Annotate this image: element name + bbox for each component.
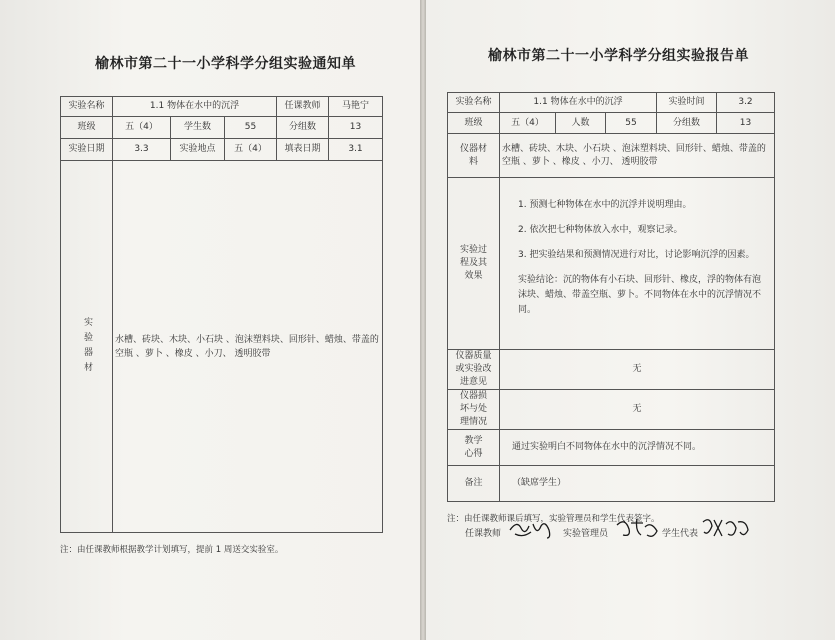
process-conclusion: 实验结论：沉的物体有小石块、回形针、橡皮，浮的物体有泡沫块、蜡烛、带盖空瓶、萝卜。不同物体在水中的沉浮情况不同。 xyxy=(518,275,762,315)
process-step-1: 1. 预测七种物体在水中的沉浮并说明理由。 xyxy=(518,200,692,210)
label-class: 班级 xyxy=(61,117,113,139)
value-group-count: 13 xyxy=(329,117,383,139)
r-label-quality: 仪器质量或实验改进意见 xyxy=(448,350,500,390)
r-value-remarks: （缺席学生） xyxy=(500,466,775,502)
r-label-group-count: 分组数 xyxy=(657,113,717,134)
r-label-time: 实验时间 xyxy=(657,93,717,113)
value-materials: 水槽、砖块、木块、小石块 、泡沫塑料块、回形针、蜡烛、带盖的空瓶 、萝卜 、橡皮 、小刀、 透明胶带 xyxy=(113,161,383,533)
r-label-remarks: 备注 xyxy=(448,466,500,502)
value-experiment-name: 1.1 物体在水中的沉浮 xyxy=(113,97,277,117)
notice-table xyxy=(60,96,383,533)
process-step-2: 2. 依次把七种物体放入水中，观察记录。 xyxy=(518,225,683,235)
r-label-process: 实验过程及其效果 xyxy=(448,178,500,350)
r-value-reflection: 通过实验明白不同物体在水中的沉浮情况不同。 xyxy=(500,430,775,466)
r-label-materials: 仪器材料 xyxy=(448,134,500,178)
r-value-process xyxy=(500,178,775,350)
r-value-class: 五（4） xyxy=(500,113,556,134)
label-group-count: 分组数 xyxy=(277,117,329,139)
notice-footnote: 注：由任课教师根据教学计划填写，提前 1 周送交实验室。 xyxy=(60,545,284,555)
value-class: 五（4） xyxy=(113,117,171,139)
label-experiment-name: 实验名称 xyxy=(61,97,113,117)
sig-label-teacher: 任课教师 xyxy=(465,529,502,539)
label-student-count: 学生数 xyxy=(171,117,225,139)
value-teacher: 马艳宁 xyxy=(329,97,383,117)
r-value-experiment-name: 1.1 物体在水中的沉浮 xyxy=(500,93,657,113)
r-label-people: 人数 xyxy=(556,113,606,134)
value-fill-date: 3.1 xyxy=(329,139,383,161)
r-label-damage: 仪器损坏与处理情况 xyxy=(448,390,500,430)
value-location: 五（4） xyxy=(225,139,277,161)
r-value-time: 3.2 xyxy=(717,93,775,113)
r-value-quality: 无 xyxy=(500,350,775,390)
signature-teacher-handwriting xyxy=(507,516,557,542)
value-date: 3.3 xyxy=(113,139,171,161)
label-location: 实验地点 xyxy=(171,139,225,161)
process-step-3: 3. 把实验结果和预测情况进行对比，讨论影响沉浮的因素。 xyxy=(518,250,755,260)
label-teacher: 任课教师 xyxy=(277,97,329,117)
label-date: 实验日期 xyxy=(61,139,113,161)
r-label-class: 班级 xyxy=(448,113,500,134)
sig-label-admin: 实验管理员 xyxy=(563,529,609,539)
notice-title: 榆林市第二十一小学科学分组实验通知单 xyxy=(95,56,356,72)
report-footnote: 注：由任课教师课后填写，实验管理员和学生代表签字。 xyxy=(447,514,660,524)
signature-admin-handwriting xyxy=(613,515,661,541)
label-fill-date: 填表日期 xyxy=(277,139,329,161)
r-label-reflection: 教学心得 xyxy=(448,430,500,466)
value-student-count: 55 xyxy=(225,117,277,139)
report-title: 榆林市第二十一小学科学分组实验报告单 xyxy=(488,48,749,64)
r-value-people: 55 xyxy=(606,113,657,134)
r-value-materials: 水槽、砖块、木块、小石块 、泡沫塑料块、回形针、蜡烛、带盖的空瓶 、萝卜 、橡皮 、小刀、 透明胶带 xyxy=(500,134,775,178)
signature-student-handwriting xyxy=(700,514,752,542)
r-label-experiment-name: 实验名称 xyxy=(448,93,500,113)
label-materials: 实验器材 xyxy=(61,161,113,533)
r-value-group-count: 13 xyxy=(717,113,775,134)
r-value-damage: 无 xyxy=(500,390,775,430)
report-table xyxy=(447,92,775,502)
sig-label-student: 学生代表 xyxy=(662,529,699,539)
